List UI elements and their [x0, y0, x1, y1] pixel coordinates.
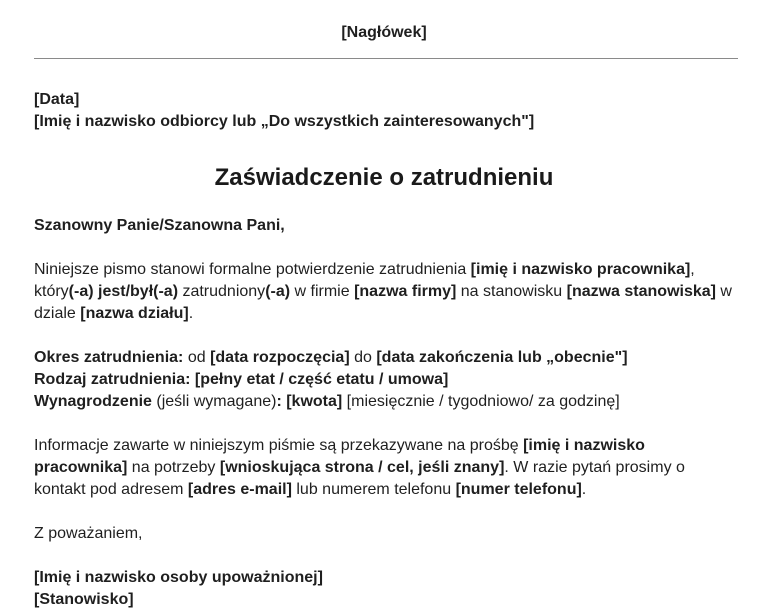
company-placeholder: [nazwa firmy] — [354, 283, 457, 300]
employment-type-line: Rodzaj zatrudnienia: [pełny etat / część etatu / umowa] — [34, 371, 449, 388]
information-paragraph: Informacje zawarte w niniejszym piśmie są przekazywane na prośbę [imię i nazwisko pracownika] na potrzeby [wnioskująca strona / cel, jeśli znany]. W razie pytań prosimy o kontakt pod adresem [adres e-mail] lub numerem telefonu [numer telefonu]. — [34, 437, 685, 498]
purpose-placeholder: [wnioskująca strona / cel, jeśli znany] — [219, 459, 505, 476]
signatory-position-placeholder: [Stanowisko] — [34, 591, 134, 608]
department-placeholder: [nazwa działu] — [80, 305, 189, 322]
salary-line: Wynagrodzenie (jeśli wymagane): [kwota] [miesięcznie / tygodniowo/ za godzinę] — [34, 393, 620, 410]
closing-salutation: Z poważaniem, — [34, 525, 143, 542]
recipient-placeholder: [Imię i nazwisko odbiorcy lub „Do wszystkich zainteresowanych"] — [34, 113, 535, 130]
date-placeholder: [Data] — [34, 91, 80, 108]
end-date-placeholder: [data zakończenia lub „obecnie"] — [376, 349, 628, 366]
phone-placeholder: [numer telefonu] — [455, 481, 582, 498]
document-title: Zaświadczenie o zatrudnieniu — [214, 164, 554, 191]
employee-name-placeholder: [imię i nazwisko pracownika] — [470, 261, 691, 278]
email-placeholder: [adres e-mail] — [187, 481, 292, 498]
confirmation-paragraph: Niniejsze pismo stanowi formalne potwierdzenie zatrudnienia [imię i nazwisko pracownika], który(-a) jest/był(-a) zatrudniony(-a) w firmie [nazwa firmy] na stanowisku [nazwa stanowiska] w dziale [nazwa działu]. — [34, 261, 732, 322]
amount-placeholder: [kwota] — [286, 393, 343, 410]
greeting: Szanowny Panie/Szanowna Pani, — [34, 217, 285, 234]
start-date-placeholder: [data rozpoczęcia] — [210, 349, 350, 366]
signatory-name-placeholder: [Imię i nazwisko osoby upoważnionej] — [34, 569, 323, 586]
letter-body — [34, 89, 734, 611]
document-header: [Nagłówek] — [341, 24, 427, 41]
header-divider — [34, 58, 738, 59]
position-placeholder: [nazwa stanowiska] — [566, 283, 716, 300]
employment-period-line: Okres zatrudnienia: od [data rozpoczęcia] do [data zakończenia lub „obecnie"] — [34, 349, 628, 366]
